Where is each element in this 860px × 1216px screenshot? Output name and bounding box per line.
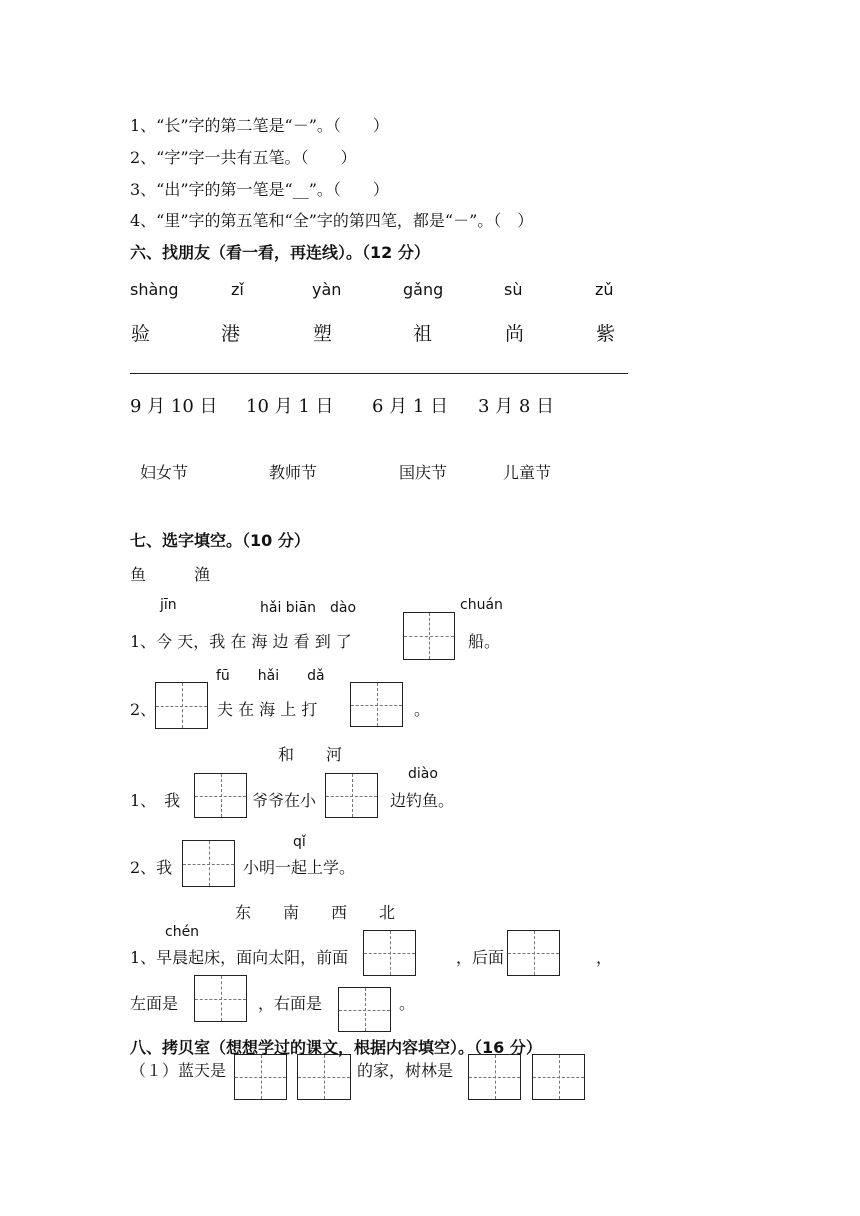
sentence-text: 小明一起上学。 [243, 858, 356, 877]
pinyin-label: diào [408, 766, 438, 782]
pinyin-label: shàng [130, 280, 179, 299]
judgement-item: 2、“字”字一共有五笔。（ ） [130, 148, 357, 167]
sentence-text: 左面是 [130, 994, 179, 1013]
sentence-text: ，后面 [456, 948, 505, 967]
hanzi-character: 港 [221, 323, 241, 345]
pinyin-label: gǎng [403, 280, 444, 299]
pinyin-label: sù [504, 280, 523, 299]
sentence-text: 爷爷在小 [252, 791, 317, 810]
festival-label: 妇女节 [140, 463, 189, 482]
sentence-text: 2、 [130, 700, 157, 719]
answer-box[interactable] [338, 987, 391, 1032]
judgement-item: 1、“长”字的第二笔是“－”。（ ） [130, 116, 389, 135]
sentence-text: 1、今 天，我 在 海 边 看 到 了 [130, 632, 352, 651]
sentence-text: 的家，树林是 [357, 1061, 454, 1080]
sentence-text: 船。 [468, 632, 501, 651]
answer-box[interactable] [403, 612, 455, 660]
pinyin-label: qǐ [293, 834, 306, 850]
answer-box[interactable] [297, 1054, 351, 1100]
section-heading-6: 六、找朋友（看一看，再连线）。（12 分） [130, 243, 430, 262]
pinyin-label: fū hǎi dǎ [216, 668, 325, 684]
sentence-text: 1、早晨起床，面向太阳，前面 [130, 948, 349, 967]
section-heading-8: 八、拷贝室（想想学过的课文，根据内容填空）。（16 分） [130, 1038, 542, 1057]
answer-box[interactable] [532, 1054, 585, 1100]
date-label: 3 月 8 日 [478, 396, 555, 417]
date-label: 9 月 10 日 [130, 396, 218, 417]
pinyin-label: yàn [312, 280, 342, 299]
answer-box[interactable] [325, 773, 378, 818]
answer-box[interactable] [507, 930, 560, 976]
festival-label: 教师节 [269, 463, 318, 482]
sentence-text: 。 [414, 700, 431, 719]
pinyin-label: zǔ [595, 280, 614, 299]
answer-box[interactable] [468, 1054, 521, 1100]
sentence-text: ，右面是 [258, 994, 323, 1013]
festival-label: 儿童节 [503, 463, 552, 482]
sentence-text: 夫 在 海 上 打 [217, 700, 318, 719]
sentence-text: 边钓鱼。 [390, 791, 455, 810]
choice-chars: 东 南 西 北 [235, 903, 396, 922]
answer-box[interactable] [350, 682, 403, 727]
answer-box[interactable] [363, 930, 416, 976]
pinyin-label: hǎi biān dào [260, 600, 357, 616]
answer-box[interactable] [155, 682, 208, 729]
pinyin-label: chén [165, 924, 200, 940]
answer-box[interactable] [194, 975, 247, 1022]
hanzi-character: 验 [131, 323, 151, 345]
date-label: 6 月 1 日 [372, 396, 449, 417]
pinyin-label: zǐ [231, 280, 244, 299]
section-heading-7: 七、选字填空。（10 分） [130, 531, 310, 550]
hanzi-character: 塑 [313, 323, 333, 345]
sentence-text: 1、 我 [130, 791, 181, 810]
sentence-text: 2、我 [130, 858, 173, 877]
answer-box[interactable] [234, 1054, 287, 1100]
answer-box[interactable] [194, 773, 247, 818]
sentence-text: ， [596, 948, 613, 967]
hanzi-character: 尚 [505, 323, 525, 345]
pinyin-label: jīn [160, 597, 177, 613]
judgement-item: 4、“里”字的第五笔和“全”字的第四笔，都是“－”。（ ） [130, 211, 534, 230]
hanzi-character: 祖 [413, 323, 433, 345]
festival-label: 国庆节 [399, 463, 448, 482]
sentence-text: 。 [399, 994, 416, 1013]
divider-line [130, 373, 628, 374]
answer-box[interactable] [182, 840, 235, 887]
choice-chars: 和 河 [278, 745, 343, 764]
date-label: 10 月 1 日 [246, 396, 334, 417]
hanzi-character: 紫 [596, 323, 616, 345]
pinyin-label: chuán [460, 597, 503, 613]
judgement-item: 3、“出”字的第一笔是“__”。（ ） [130, 180, 389, 199]
sentence-text: （１）蓝天是 [130, 1061, 227, 1080]
choice-chars: 鱼 渔 [130, 565, 211, 584]
